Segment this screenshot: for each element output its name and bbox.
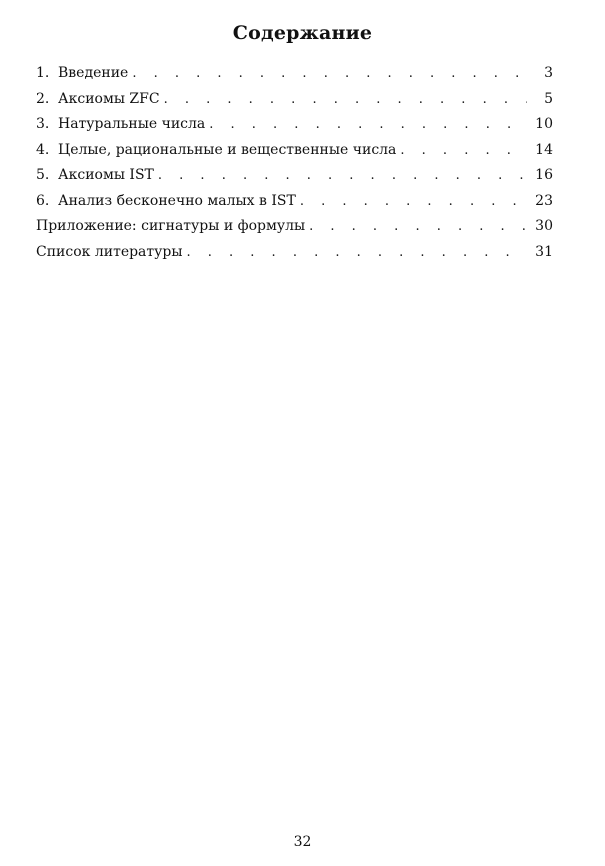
dot-leader — [158, 163, 527, 189]
toc-entry-natural-numbers[interactable] — [36, 112, 553, 138]
toc-entry-title: Приложение: сигнатуры и формулы — [36, 218, 306, 234]
toc-entry-number: 2. — [36, 90, 50, 107]
toc-entry-title: Введение — [58, 65, 129, 81]
toc-entry-appendix[interactable] — [36, 214, 553, 240]
toc-entry-zfc-axioms[interactable] — [36, 87, 553, 113]
toc-entry-number: 5. — [36, 167, 50, 183]
page-number: 32 — [293, 834, 312, 850]
dot-leader — [132, 61, 527, 87]
toc-entry-page: 31 — [535, 243, 553, 260]
toc-entry-number: 4. — [36, 141, 50, 158]
toc-entry-page: 23 — [535, 192, 553, 209]
toc-entry-title: Целые, рациональные и вещественные числа — [58, 141, 397, 158]
dot-leader — [164, 87, 527, 113]
toc-heading: Содержание — [232, 22, 373, 44]
dot-leader — [309, 214, 527, 240]
toc-entry-real-numbers[interactable] — [36, 138, 553, 164]
toc-list — [36, 61, 553, 265]
toc-entry-number: 1. — [36, 65, 50, 81]
toc-entry-title: Анализ бесконечно малых в IST — [58, 192, 296, 209]
toc-entry-page: 30 — [535, 218, 553, 234]
toc-entry-ist-axioms[interactable] — [36, 163, 553, 189]
toc-entry-bibliography[interactable] — [36, 240, 553, 266]
toc-entry-title: Аксиомы IST — [58, 167, 154, 183]
toc-entry-number: 3. — [36, 116, 50, 132]
toc-entry-title: Натуральные числа — [58, 116, 206, 132]
dot-leader — [400, 138, 527, 164]
toc-entry-title: Аксиомы ZFC — [58, 90, 160, 107]
toc-entry-infinitesimal-analysis[interactable] — [36, 189, 553, 215]
toc-entry-page: 3 — [544, 65, 553, 81]
dot-leader — [300, 189, 527, 215]
dot-leader — [209, 112, 527, 138]
toc-entry-page: 5 — [544, 90, 553, 107]
toc-entry-page: 16 — [535, 167, 553, 183]
toc-entry-page: 10 — [535, 116, 553, 132]
toc-entry-introduction[interactable] — [36, 61, 553, 87]
dot-leader — [187, 240, 528, 266]
toc-entry-page: 14 — [535, 141, 553, 158]
toc-entry-number: 6. — [36, 192, 50, 209]
toc-entry-title: Список литературы — [36, 243, 183, 260]
